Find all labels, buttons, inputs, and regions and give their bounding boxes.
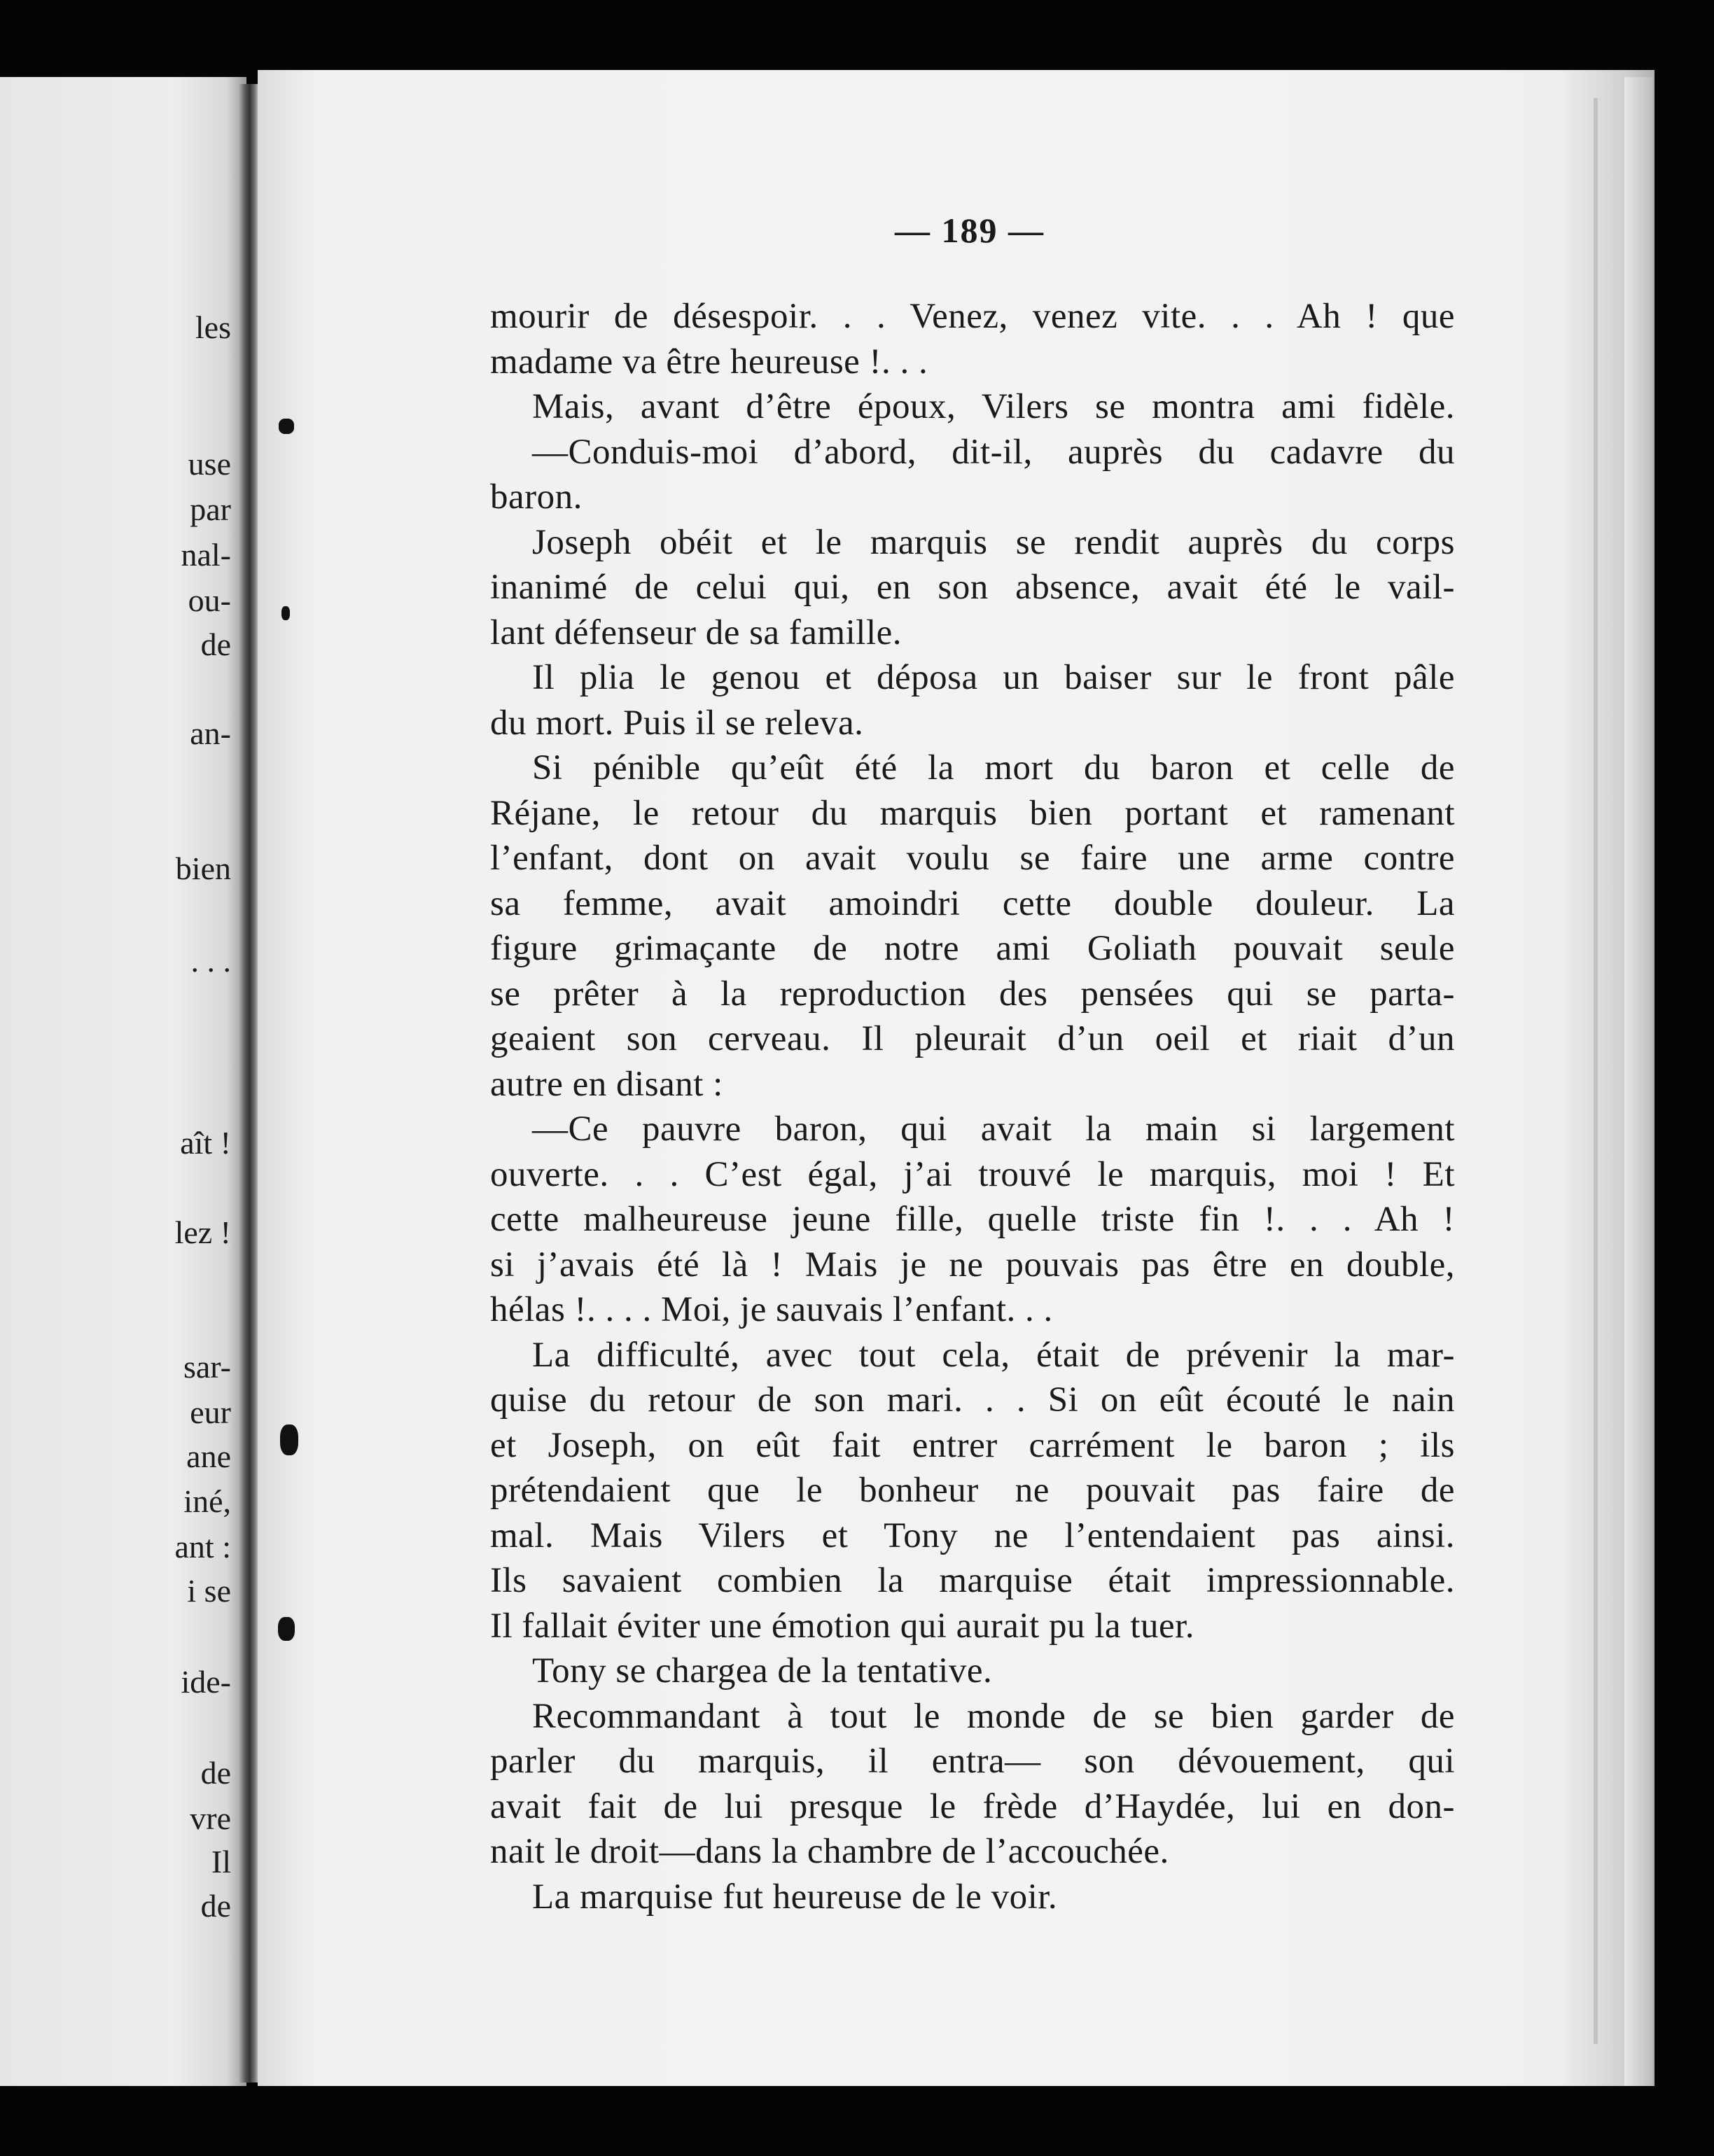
left-page-fragment: nal- — [181, 537, 231, 573]
left-page-fragment: aît ! — [180, 1125, 231, 1161]
left-page-fragment: vre — [190, 1800, 231, 1836]
left-page-fragment: par — [190, 491, 231, 527]
left-page-fragment: de — [200, 1755, 231, 1791]
text-line: quise du retour de son mari. . . Si on eût écouté le nain — [490, 1380, 1455, 1420]
left-page-fragment: de — [200, 626, 231, 662]
text-line: —Conduis-moi d’abord, dit-il, auprès du cadavre du — [532, 432, 1455, 472]
text-line: Il plia le genou et déposa un baiser sur le front pâle — [532, 658, 1455, 697]
text-line: La marquise fut heureuse de le voir. — [532, 1877, 1058, 1917]
text-line: prétendaient que le bonheur ne pouvait pas faire de — [490, 1471, 1455, 1510]
text-line: Recommandant à tout le monde de se bien garder de — [532, 1696, 1455, 1736]
text-line: baron. — [490, 477, 583, 517]
page-edge — [1594, 98, 1598, 2044]
ink-mark — [281, 606, 290, 620]
page-text — [490, 294, 1455, 1919]
left-page-fragment: ide- — [181, 1664, 231, 1700]
text-line: Tony se chargea de la tentative. — [532, 1651, 993, 1690]
left-page-fragment: lez ! — [174, 1214, 231, 1250]
left-page-fragment: use — [188, 446, 231, 482]
left-page-fragment: iné, — [183, 1483, 231, 1519]
text-line: inanimé de celui qui, en son absence, avait été le vail- — [490, 568, 1455, 607]
book-gutter — [238, 84, 259, 2082]
text-line: —Ce pauvre baron, qui avait la main si largement — [532, 1110, 1455, 1149]
text-line: figure grimaçante de notre ami Goliath pouvait seule — [490, 929, 1455, 968]
text-line: Réjane, le retour du marquis bien portant et ramenant — [490, 793, 1455, 833]
text-line: sa femme, avait amoindri cette double douleur. La — [490, 883, 1455, 923]
text-line: ouverte. . . C’est égal, j’ai trouvé le marquis, moi ! Et — [490, 1154, 1455, 1194]
text-line: Joseph obéit et le marquis se rendit auprès du corps — [532, 522, 1455, 562]
text-line: Il fallait éviter une émotion qui aurait pu la tuer. — [490, 1606, 1195, 1646]
page-number: — 189 — — [895, 211, 1045, 250]
ink-mark — [280, 1424, 298, 1455]
left-page-fragment: ane — [186, 1438, 231, 1474]
text-line: avait fait de lui presque le frède d’Haydée, lui en don- — [490, 1786, 1455, 1826]
text-line: autre en disant : — [490, 1064, 723, 1104]
text-line: geaient son cerveau. Il pleurait d’un oeil et riait d’un — [490, 1019, 1455, 1058]
left-page-fragment: Il — [211, 1844, 231, 1879]
text-line: La difficulté, avec tout cela, était de prévenir la mar- — [532, 1335, 1455, 1375]
text-line: et Joseph, on eût fait entrer carrément le baron ; ils — [490, 1425, 1455, 1465]
text-line: se prêter à la reproduction des pensées qui se parta- — [490, 974, 1455, 1014]
text-line: du mort. Puis il se releva. — [490, 703, 864, 743]
text-line: mourir de désespoir. . . Venez, venez vite. . . Ah ! que — [490, 297, 1455, 336]
ink-mark — [279, 419, 294, 434]
text-line: parler du marquis, il entra— son dévouement, qui — [490, 1742, 1455, 1781]
text-line: cette malheureuse jeune fille, quelle triste fin !. . . Ah ! — [490, 1200, 1455, 1239]
text-line: madame va être heureuse !. . . — [490, 342, 928, 382]
ink-mark — [278, 1617, 295, 1641]
text-line: lant défenseur de sa famille. — [490, 612, 903, 652]
text-line: nait le droit—dans la chambre de l’accouchée. — [490, 1832, 1169, 1871]
text-line: mal. Mais Vilers et Tony ne l’entendaient pas ainsi. — [490, 1516, 1455, 1555]
left-page-fragment: bien — [175, 850, 231, 886]
text-line: Si pénible qu’eût été la mort du baron et celle de — [532, 748, 1455, 788]
left-page-fragment: sar- — [183, 1349, 231, 1385]
left-page-fragment: ou- — [188, 582, 231, 618]
text-line: Mais, avant d’être époux, Vilers se montra ami fidèle. — [532, 387, 1455, 426]
text-line: l’enfant, dont on avait voulu se faire une arme contre — [490, 839, 1455, 878]
left-page-fragment: an- — [190, 715, 231, 751]
left-page-fragment: . . . — [190, 943, 231, 979]
text-line: si j’avais été là ! Mais je ne pouvais pas être en double, — [490, 1245, 1455, 1284]
left-page-fragment: ant : — [174, 1529, 231, 1564]
left-page-fragment: eur — [190, 1394, 231, 1430]
left-page-fragment: i se — [187, 1573, 231, 1609]
text-line: hélas !. . . . Moi, je sauvais l’enfant. . . — [490, 1290, 1053, 1329]
page-edge-shadow — [1624, 77, 1652, 2086]
left-page-fragment: les — [195, 309, 231, 345]
text-line: Ils savaient combien la marquise était impressionnable. — [490, 1561, 1455, 1600]
left-page-fragment: de — [200, 1888, 231, 1924]
